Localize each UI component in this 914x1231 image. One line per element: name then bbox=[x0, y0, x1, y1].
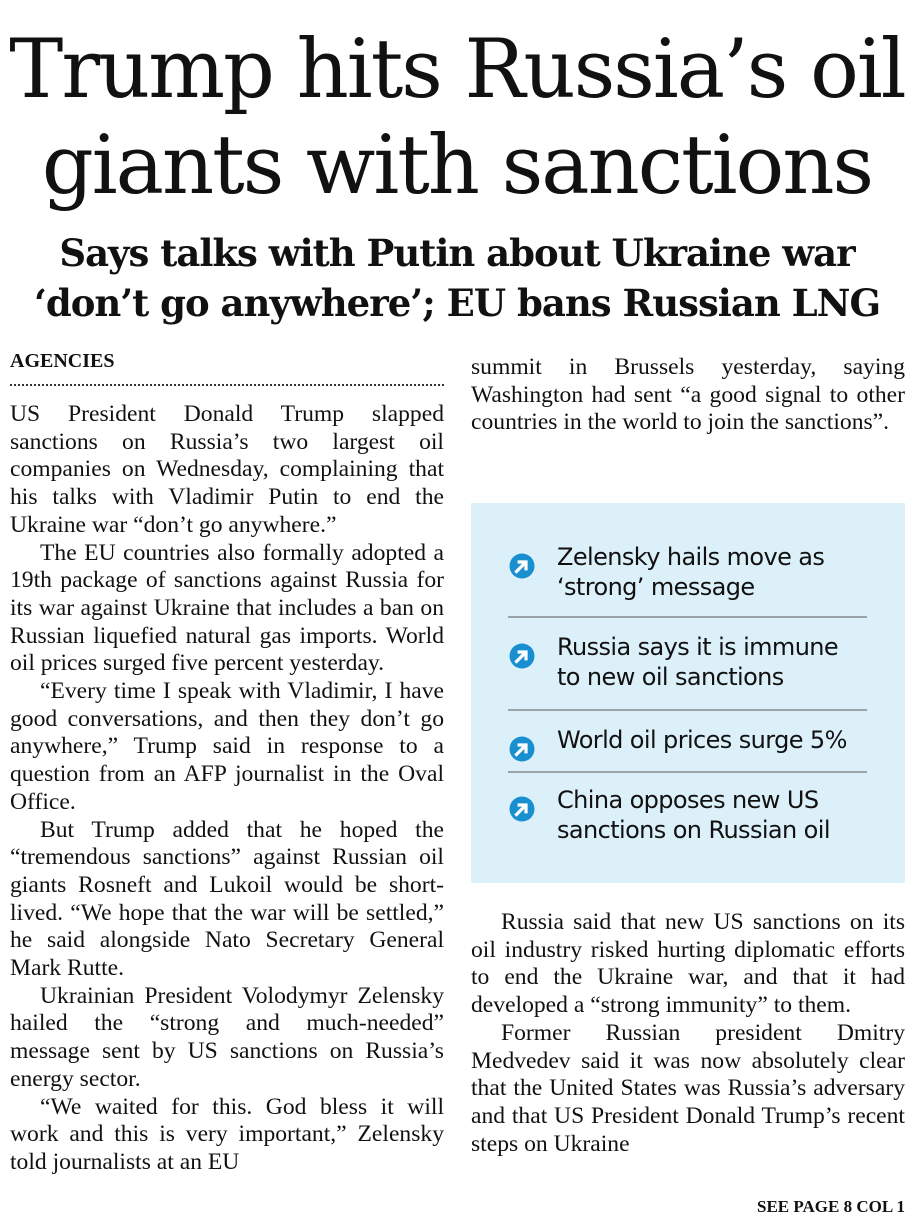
byline-divider bbox=[10, 384, 444, 386]
highlight-item bbox=[508, 618, 867, 711]
headline-line-2: giants with sanctions bbox=[41, 119, 873, 213]
arrow-circle-icon bbox=[508, 642, 536, 670]
highlight-item bbox=[508, 535, 867, 618]
highlight-item bbox=[508, 711, 867, 773]
highlight-text: Zelensky hails move as ‘strong’ message bbox=[557, 543, 825, 601]
left-column bbox=[10, 347, 444, 1177]
subheadline-line-2: ‘don’t go anywhere’; EU bans Russian LNG bbox=[33, 281, 881, 325]
byline: AGENCIES bbox=[10, 350, 115, 372]
paragraph: “Every time I speak with Vladimir, I have good conversations, and then they don’t go anywhere,” Trump said in response to a question from an AFP journalist in the Oval Office. bbox=[10, 678, 444, 815]
right-column-top-body bbox=[471, 354, 905, 437]
subheadline bbox=[0, 228, 914, 328]
headline bbox=[0, 22, 914, 214]
highlights-list bbox=[508, 535, 867, 853]
paragraph: Former Russian president Dmitry Medvedev said it was now absolutely clear that the United States was Russia’s adversary and that US President Donald Trump’s recent steps on Ukraine bbox=[471, 1019, 905, 1157]
left-column-body bbox=[10, 401, 444, 1177]
highlight-text: China opposes new US sanctions on Russian oil bbox=[557, 786, 830, 844]
headline-line-1: Trump hits Russia’s oil bbox=[9, 23, 905, 117]
highlights-box bbox=[471, 503, 905, 883]
arrow-circle-icon bbox=[508, 795, 536, 823]
right-column-bottom-body bbox=[471, 909, 905, 1158]
right-column-top bbox=[471, 354, 905, 437]
paragraph: Russia said that new US sanctions on its oil industry risked hurting diplomatic efforts to end the Ukraine war, and that it had developed a “strong immunity” to them. bbox=[471, 909, 905, 1019]
paragraph: summit in Brussels yesterday, saying Washington had sent “a good signal to other countries in the world to join the sanctions”. bbox=[471, 354, 905, 436]
paragraph: But Trump added that he hoped the “tremendous sanctions” against Russian oil giants Rosneft and Lukoil would be short-lived. “We hope that the war will be settled,” he said alongside Nato Secretary General Mark Rutte. bbox=[10, 816, 444, 982]
paragraph: Ukrainian President Volodymyr Zelensky hailed the “strong and much-needed” message sent by US sanctions on Russia’s energy sector. bbox=[10, 982, 444, 1092]
highlight-text: World oil prices surge 5% bbox=[557, 726, 847, 754]
arrow-circle-icon bbox=[508, 552, 536, 580]
arrow-circle-icon bbox=[508, 735, 536, 763]
paragraph: “We waited for this. God bless it will work and this is very important,” Zelensky told journalists at an EU bbox=[10, 1093, 444, 1175]
continuation-jump-link[interactable]: SEE PAGE 8 COL 1 bbox=[757, 1197, 905, 1216]
subheadline-line-1: Says talks with Putin about Ukraine war bbox=[59, 231, 855, 275]
paragraph: US President Donald Trump slapped sanctions on Russia’s two largest oil companies on Wednesday, complaining that his talks with Vladimir Putin to end the Ukraine war “don’t go anywhere.” bbox=[10, 401, 444, 538]
right-column-bottom bbox=[471, 909, 905, 1158]
highlight-item bbox=[508, 773, 867, 853]
highlight-text: Russia says it is immune to new oil sanctions bbox=[557, 633, 839, 691]
paragraph: The EU countries also formally adopted a 19th package of sanctions against Russia for its war against Ukraine that includes a ban on Russian liquefied natural gas imports. World oil prices surged five percent yesterday. bbox=[10, 539, 444, 677]
